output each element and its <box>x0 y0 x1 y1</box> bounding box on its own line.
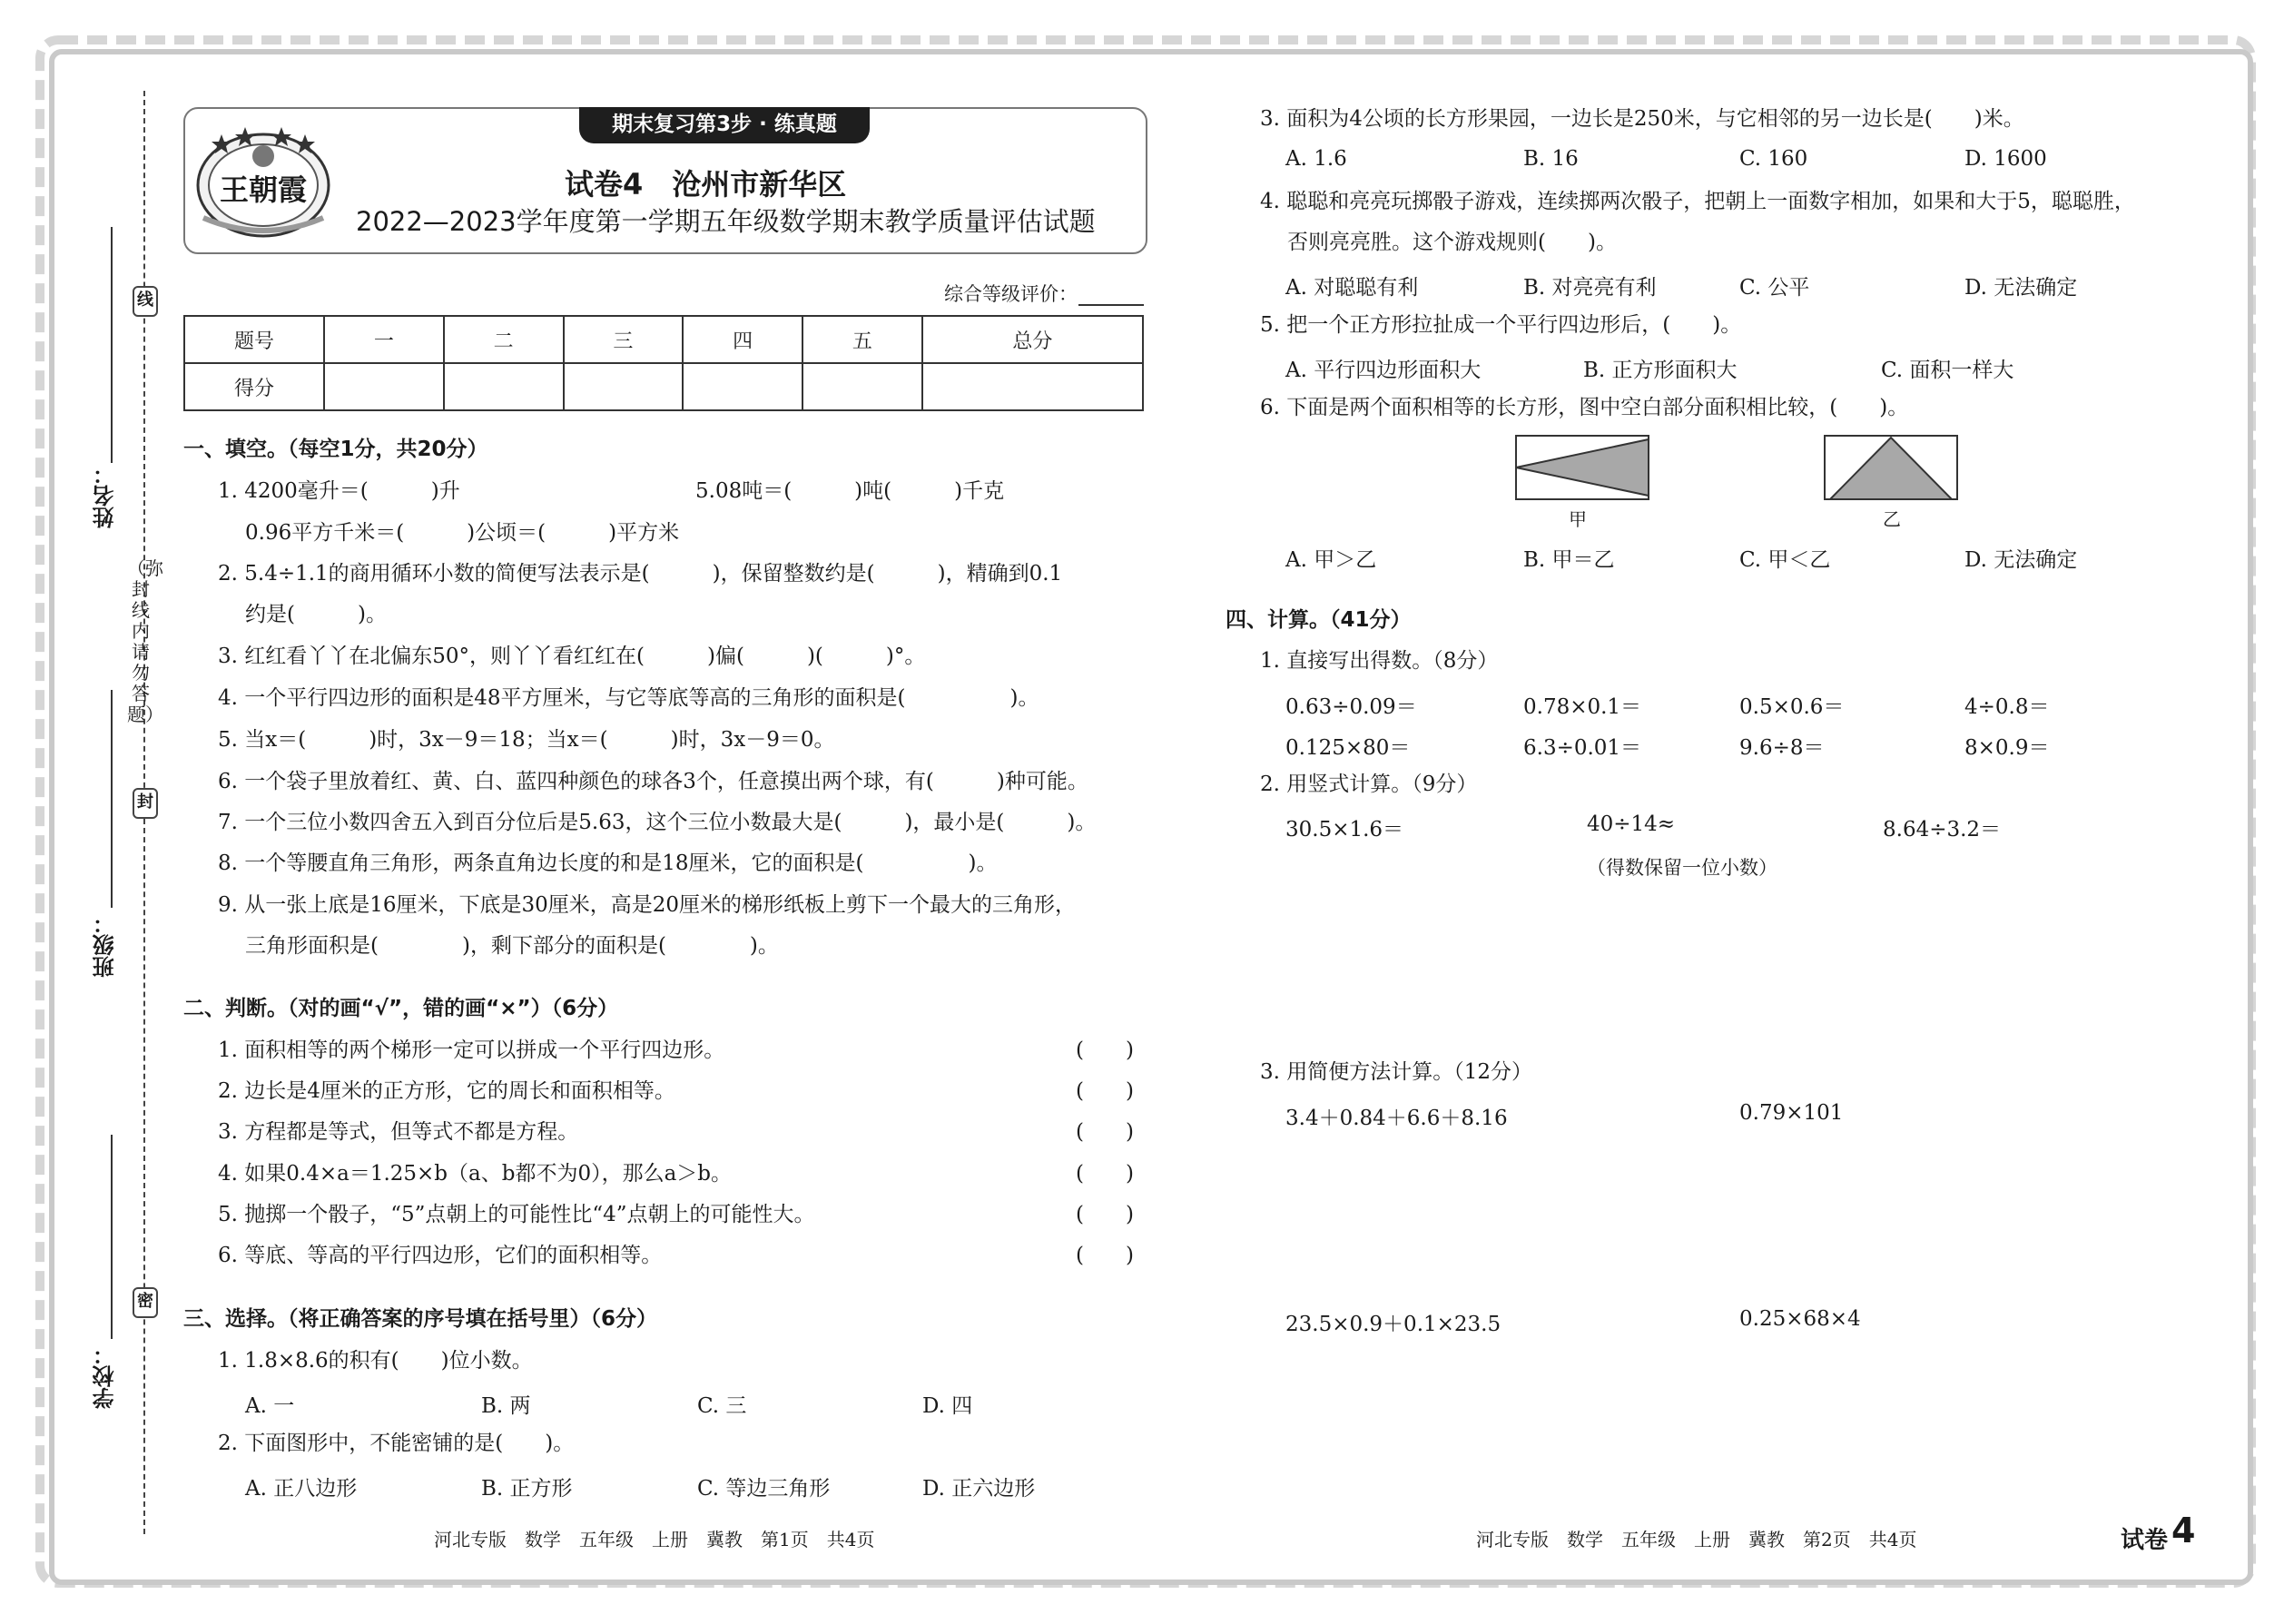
seal-feng: 封 <box>133 788 158 819</box>
school-field[interactable] <box>111 1135 113 1339</box>
footer-right: 河北专版 数学 五年级 上册 冀教 第2页 共4页 <box>1476 1529 1917 1550</box>
score-head-4: 四 <box>683 316 802 363</box>
sec3-title: 三、选择。（将正确答案的序号填在括号里）（6分） <box>183 1307 658 1331</box>
sec4-p3-a: 3.4＋0.84＋6.6＋8.16 <box>1285 1107 1508 1130</box>
sec4-p1-r2-b: 6.3÷0.01＝ <box>1523 736 1642 760</box>
sec2-paren[interactable]: ( ) <box>1076 1162 1134 1186</box>
sec1-q7: 7. 一个三位小数四舍五入到百分位后是5.63，这个三位小数最大是( )，最小是( )。 <box>218 811 1097 834</box>
score-table <box>183 315 1144 411</box>
score-cell[interactable] <box>324 363 444 410</box>
sec4-p2: 2. 用竖式计算。（9分） <box>1260 773 1478 796</box>
sec3-q5-opt-b: B. 正方形面积大 <box>1583 359 1738 382</box>
sec1-q1b: 5.08吨＝( )吨( )千克 <box>695 479 1005 503</box>
score-cell[interactable] <box>564 363 684 410</box>
sec3-q3: 3. 面积为4公顷的长方形果园，一边长是250米，与它相邻的另一边长是( )米。 <box>1260 107 2024 131</box>
sec3-q3-opt-d: D. 1600 <box>1964 147 2047 171</box>
sec3-q2-opt-b: B. 正方形 <box>481 1477 573 1501</box>
sec3-q4a: 4. 聪聪和亮亮玩掷骰子游戏，连续掷两次骰子，把朝上一面数字相加，如果和大于5，聪聪胜， <box>1260 190 2135 213</box>
sec2-item-3: 3. 方程都是等式，但等式不都是方程。 <box>218 1120 579 1144</box>
paper-subtitle: 2022—2023学年度第一学期五年级数学期末教学质量评估试题 <box>356 206 1096 237</box>
sec4-p1-r1-a: 0.63÷0.09＝ <box>1285 695 1417 719</box>
score-head-6: 总分 <box>922 316 1143 363</box>
name-label: 姓名： <box>93 463 118 528</box>
sec3-q6-opt-a: A. 甲＞乙 <box>1285 548 1377 572</box>
sec3-q3-opt-b: B. 16 <box>1523 147 1579 171</box>
sec4-p1-r2-a: 0.125×80＝ <box>1285 736 1411 760</box>
sec3-q1-opt-b: B. 两 <box>481 1394 531 1418</box>
sec3-q4b: 否则亮亮胜。这个游戏规则( )。 <box>1287 231 1617 254</box>
sec2-item-5: 5. 抛掷一个骰子，“5”点朝上的可能性比“4”点朝上的可能性大。 <box>218 1203 815 1226</box>
footer-left: 河北专版 数学 五年级 上册 冀教 第1页 共4页 <box>434 1529 875 1550</box>
score-cell[interactable] <box>802 363 922 410</box>
sec4-p2-note: （得数保留一位小数） <box>1587 857 1777 879</box>
sec4-p3-b: 0.79×101 <box>1739 1101 1844 1125</box>
sec2-paren[interactable]: ( ) <box>1076 1203 1134 1226</box>
sec4-p2-c: 8.64÷3.2＝ <box>1883 818 2002 842</box>
paper-title: 试卷4 沧州市新华区 <box>565 167 847 202</box>
sec4-p1-r1-d: 4÷0.8＝ <box>1964 695 2050 719</box>
sec4-p2-b: 40÷14≈ <box>1587 812 1676 836</box>
sec3-q2-opt-c: C. 等边三角形 <box>697 1477 831 1501</box>
sec3-q6-opt-d: D. 无法确定 <box>1964 548 2078 572</box>
sec2-paren[interactable]: ( ) <box>1076 1120 1134 1144</box>
sec3-q3-opt-c: C. 160 <box>1739 147 1808 171</box>
sec4-p1: 1. 直接写出得数。（8分） <box>1260 649 1499 673</box>
sec4-p1-r2-c: 9.6÷8＝ <box>1739 736 1825 760</box>
score-cell[interactable] <box>922 363 1143 410</box>
grade-field[interactable] <box>1078 304 1144 306</box>
seal-mi: 密 <box>133 1287 158 1318</box>
sec4-p3-c: 23.5×0.9＋0.1×23.5 <box>1285 1313 1501 1336</box>
figure-yi <box>1823 434 1959 501</box>
score-cell[interactable] <box>683 363 802 410</box>
sec2-item-6: 6. 等底、等高的平行四边形，它们的面积相等。 <box>218 1244 663 1267</box>
sec1-q9b: 三角形面积是( )，剩下部分的面积是( )。 <box>245 934 779 958</box>
score-head-0: 题号 <box>184 316 324 363</box>
sec1-q9a: 9. 从一张上底是16厘米，下底是30厘米，高是20厘米的梯形纸板上剪下一个最大的三角形， <box>218 893 1077 917</box>
sec1-q2b: 约是( )。 <box>245 603 387 626</box>
sec4-p3-d: 0.25×68×4 <box>1739 1307 1861 1331</box>
logo-seal-icon <box>194 116 332 241</box>
seal-xian: 线 <box>133 286 158 317</box>
sec3-q1-opt-d: D. 四 <box>922 1394 973 1418</box>
sec3-q4-opt-d: D. 无法确定 <box>1964 276 2078 300</box>
sec3-q1-opt-a: A. 一 <box>245 1394 295 1418</box>
sec1-q8: 8. 一个等腰直角三角形，两条直角边长度的和是18厘米，它的面积是( )。 <box>218 851 998 875</box>
sec1-q5: 5. 当x＝( )时，3x－9＝18；当x＝( )时，3x－9＝0。 <box>218 728 835 752</box>
score-head-3: 三 <box>564 316 684 363</box>
score-head-5: 五 <box>802 316 922 363</box>
sec2-item-4: 4. 如果0.4×a＝1.25×b（a、b都不为0），那么a＞b。 <box>218 1162 733 1186</box>
footer-badge-num: 4 <box>2171 1511 2196 1550</box>
sec2-paren[interactable]: ( ) <box>1076 1244 1134 1267</box>
score-row-label: 得分 <box>184 363 324 410</box>
sec4-p1-r2-d: 8×0.9＝ <box>1964 736 2050 760</box>
header-tag: 期末复习第3步 · 练真题 <box>579 107 870 143</box>
score-head-2: 二 <box>444 316 564 363</box>
logo-text: 王朝霞 <box>219 172 308 207</box>
sec4-p2-a: 30.5×1.6＝ <box>1285 818 1404 842</box>
sec3-q4-opt-c: C. 公平 <box>1739 276 1810 300</box>
sec3-q1-opt-c: C. 三 <box>697 1394 747 1418</box>
sec1-q1a: 1. 4200毫升＝( )升 <box>218 479 460 503</box>
school-label: 学校： <box>93 1343 118 1409</box>
score-cell[interactable] <box>444 363 564 410</box>
sec3-q6-opt-b: B. 甲＝乙 <box>1523 548 1615 572</box>
sec3-q4-opt-b: B. 对亮亮有利 <box>1523 276 1657 300</box>
sec1-q2a: 2. 5.4÷1.1的商用循环小数的简便写法表示是( )，保留整数约是( )，精确到0.1 <box>218 562 1063 586</box>
footer-badge-label: 试卷 <box>2121 1527 2169 1554</box>
sec1-title: 一、填空。（每空1分，共20分） <box>183 438 488 461</box>
sec4-p3: 3. 用简便方法计算。（12分） <box>1260 1060 1533 1084</box>
sec4-p1-r1-c: 0.5×0.6＝ <box>1739 695 1845 719</box>
sec3-q1: 1. 1.8×8.6的积有( )位小数。 <box>218 1349 533 1373</box>
sec3-q2: 2. 下面图形中，不能密铺的是( )。 <box>218 1432 575 1455</box>
sec3-q5-opt-a: A. 平行四边形面积大 <box>1285 359 1482 382</box>
class-label: 班级： <box>93 912 118 978</box>
figure-yi-label: 乙 <box>1883 508 1901 530</box>
class-field[interactable] <box>111 690 113 908</box>
sec1-q6: 6. 一个袋子里放着红、黄、白、蓝四种颜色的球各3个，任意摸出两个球，有( )种可能。 <box>218 770 1088 793</box>
sec3-q4-opt-a: A. 对聪聪有利 <box>1285 276 1419 300</box>
sec2-item-2: 2. 边长是4厘米的正方形，它的周长和面积相等。 <box>218 1079 675 1103</box>
sec2-paren[interactable]: ( ) <box>1076 1079 1134 1103</box>
sec1-q1c: 0.96平方千米＝( )公顷＝( )平方米 <box>245 521 680 545</box>
sec3-q5: 5. 把一个正方形拉扯成一个平行四边形后，( )。 <box>1260 313 1742 337</box>
sec3-q2-opt-d: D. 正六边形 <box>922 1477 1036 1501</box>
score-head-1: 一 <box>324 316 444 363</box>
sec4-p1-r1-b: 0.78×0.1＝ <box>1523 695 1642 719</box>
sec4-title: 四、计算。（41分） <box>1226 608 1412 632</box>
name-field[interactable] <box>111 227 113 463</box>
sec1-q4: 4. 一个平行四边形的面积是48平方厘米，与它等底等高的三角形的面积是( )。 <box>218 686 1039 710</box>
figure-jia <box>1514 434 1650 501</box>
figure-jia-label: 甲 <box>1569 508 1587 530</box>
sec3-q5-opt-c: C. 面积一样大 <box>1881 359 2014 382</box>
sec1-q3: 3. 红红看丫丫在北偏东50°，则丫丫看红红在( )偏( )( )°。 <box>218 645 926 668</box>
sec2-paren[interactable]: ( ) <box>1076 1038 1134 1062</box>
sec3-q6: 6. 下面是两个面积相等的长方形，图中空白部分面积相比较，( )。 <box>1260 396 1909 419</box>
sec3-q6-opt-c: C. 甲＜乙 <box>1739 548 1831 572</box>
binding-warning: （弥封线内请勿答题） <box>127 557 163 725</box>
sec2-title: 二、判断。（对的画“√”，错的画“×”）（6分） <box>183 997 619 1020</box>
sec3-q2-opt-a: A. 正八边形 <box>245 1477 358 1501</box>
sec2-item-1: 1. 面积相等的两个梯形一定可以拼成一个平行四边形。 <box>218 1038 725 1062</box>
sec3-q3-opt-a: A. 1.6 <box>1285 147 1347 171</box>
grade-label: 综合等级评价： <box>944 283 1078 305</box>
